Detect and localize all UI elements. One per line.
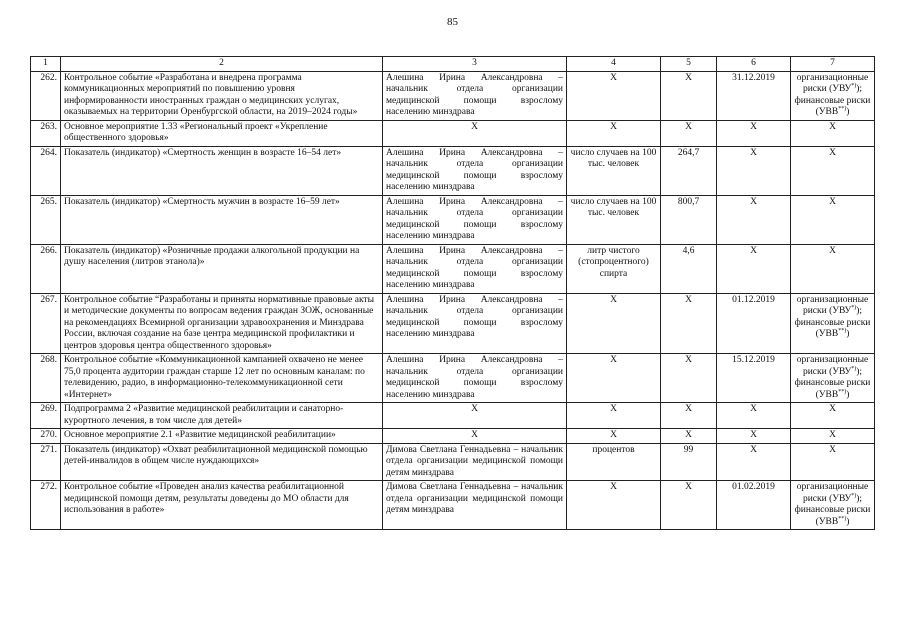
row-description: Показатель (индикатор) «Смертность женщин в возрасте 16–54 лет»	[61, 146, 383, 195]
row-description: Контрольное событие «Разработана и внедрена программа коммуникационных мероприятий по повышению уровня информированности иностранных граждан о медицинских услугах, оказываемых на территории Оренбургской области, на 2019–2024 годы»	[61, 71, 383, 120]
row-number: 270.	[31, 429, 61, 444]
risk-organizational: X	[829, 430, 836, 440]
risk-financial: финансовые риски (УВВ	[794, 95, 871, 117]
row-number: 269.	[31, 403, 61, 429]
row-unit: число случаев на 100 тыс. человек	[567, 146, 661, 195]
table-row	[31, 354, 875, 403]
row-risks: организационные риски (УВУ*)); финансовые риски (УВВ**))	[791, 71, 875, 120]
row-responsible: Димова Светлана Геннадьевна – начальник отдела организации медицинской помощи детям минздрава	[383, 443, 567, 481]
table-row	[31, 403, 875, 429]
row-number: 265.	[31, 195, 61, 244]
row-unit: X	[567, 71, 661, 120]
risk-organizational: X	[829, 121, 836, 132]
row-number: 272.	[31, 481, 61, 530]
row-responsible: Алешина Ирина Александровна – начальник отдела организации медицинской помощи взрослому населению минздрава	[383, 354, 567, 403]
row-date: 01.12.2019	[717, 293, 791, 354]
row-value: X	[661, 120, 717, 146]
table-row	[31, 244, 875, 293]
row-risks: организационные риски (УВУ*)); финансовые риски (УВВ**))	[791, 293, 875, 354]
risk-financial-sup: **)	[838, 515, 847, 522]
row-risks	[791, 443, 875, 481]
risk-financial: финансовые риски (УВВ	[794, 317, 871, 339]
column-header: 6	[717, 57, 791, 72]
row-value: 99	[661, 443, 717, 481]
row-unit: X	[567, 481, 661, 530]
row-date: X	[717, 146, 791, 195]
row-unit: X	[567, 354, 661, 403]
row-responsible: X	[383, 429, 567, 444]
row-date: 15.12.2019	[717, 354, 791, 403]
row-value: 800,7	[661, 195, 717, 244]
risk-organizational: X	[829, 444, 836, 455]
risk-organizational: X	[829, 404, 836, 414]
row-date: X	[717, 195, 791, 244]
risk-organizational-sup: *)	[851, 365, 857, 372]
row-responsible: Алешина Ирина Александровна – начальник отдела организации медицинской помощи взрослому населению минздрава	[383, 146, 567, 195]
row-date: X	[717, 443, 791, 481]
row-unit: X	[567, 293, 661, 354]
row-risks: организационные риски (УВУ*)); финансовые риски (УВВ**))	[791, 354, 875, 403]
row-number: 268.	[31, 354, 61, 403]
table-row	[31, 120, 875, 146]
risk-organizational-sup: *)	[851, 82, 857, 89]
row-value: 4,6	[661, 244, 717, 293]
row-date: 01.02.2019	[717, 481, 791, 530]
row-responsible: X	[383, 403, 567, 429]
row-number: 266.	[31, 244, 61, 293]
row-description: Показатель (индикатор) «Охват реабилитационной медицинской помощью детей-инвалидов в общем числе нуждающихся»	[61, 443, 383, 481]
table-row	[31, 481, 875, 530]
risk-organizational-sup: *)	[851, 492, 857, 499]
row-unit: X	[567, 120, 661, 146]
row-date: 31.12.2019	[717, 71, 791, 120]
row-value: X	[661, 354, 717, 403]
row-date: X	[717, 429, 791, 444]
row-value: X	[661, 429, 717, 444]
row-description: Показатель (индикатор) «Розничные продажи алкогольной продукции на душу населения (литров этанола)»	[61, 244, 383, 293]
column-header: 3	[383, 57, 567, 72]
risk-organizational: X	[829, 245, 836, 256]
row-number: 262.	[31, 71, 61, 120]
row-number: 263.	[31, 120, 61, 146]
risk-organizational: организационные риски (УВУ	[796, 355, 869, 377]
risk-organizational: организационные риски (УВУ	[796, 294, 869, 316]
risk-organizational: организационные риски (УВУ	[796, 72, 869, 94]
column-header: 5	[661, 57, 717, 72]
row-risks	[791, 120, 875, 146]
row-date: X	[717, 244, 791, 293]
row-risks	[791, 146, 875, 195]
row-responsible: Алешина Ирина Александровна – начальник отдела организации медицинской помощи взрослому населению минздрава	[383, 71, 567, 120]
row-responsible: Алешина Ирина Александровна – начальник отдела организации медицинской помощи взрослому населению минздрава	[383, 293, 567, 354]
page-number: 85	[447, 16, 458, 28]
risk-financial-sup: **)	[838, 388, 847, 395]
row-date: X	[717, 403, 791, 429]
row-risks	[791, 429, 875, 444]
table-row	[31, 293, 875, 354]
table-row	[31, 71, 875, 120]
risk-financial: финансовые риски (УВВ	[794, 378, 871, 400]
row-number: 267.	[31, 293, 61, 354]
column-header: 2	[61, 57, 383, 72]
column-header: 4	[567, 57, 661, 72]
row-description: Контрольное событие “Разработаны и приняты нормативные правовые акты и методические документы по вопросам ведения граждан ЗОЖ, основанные на рекомендациях Всемирной организации здравоохранения и Минздрава России, включая создание на базе центра медицинской профилактики и центров здоровья центра общественного здоровья»	[61, 293, 383, 354]
risk-financial-sup: **)	[838, 327, 847, 334]
column-header: 1	[31, 57, 61, 72]
risk-organizational: X	[829, 147, 836, 158]
row-unit: литр чистого (стопроцентного) спирта	[567, 244, 661, 293]
row-value: X	[661, 293, 717, 354]
row-description: Контрольное событие «Проведен анализ качества реабилитационной медицинской помощи детям, результаты доведены до МО области для использования в работе»	[61, 481, 383, 530]
row-risks	[791, 403, 875, 429]
row-responsible: Алешина Ирина Александровна – начальник отдела организации медицинской помощи взрослому населению минздрава	[383, 195, 567, 244]
risk-organizational: организационные риски (УВУ	[796, 482, 869, 504]
row-unit: X	[567, 403, 661, 429]
risk-organizational: X	[829, 196, 836, 207]
row-description: Контрольное событие «Коммуникационной кампанией охвачено не менее 75,0 процента аудитории граждан старше 12 лет по основным каналам: по телевидению, радио, в информационно-телекоммуникационной сети «Интернет»	[61, 354, 383, 403]
row-unit: число случаев на 100 тыс. человек	[567, 195, 661, 244]
table-row	[31, 429, 875, 444]
row-value: X	[661, 71, 717, 120]
row-number: 264.	[31, 146, 61, 195]
row-date: X	[717, 120, 791, 146]
column-number-row	[31, 57, 875, 72]
column-header: 7	[791, 57, 875, 72]
row-unit: процентов	[567, 443, 661, 481]
row-description: Основное мероприятие 1.33 «Региональный проект «Укрепление общественного здоровья»	[61, 120, 383, 146]
risk-organizational-sup: *)	[851, 304, 857, 311]
row-description: Основное мероприятие 2.1 «Развитие медицинской реабилитации»	[61, 429, 383, 444]
row-responsible: Димова Светлана Геннадьевна – начальник отдела организации медицинской помощи детям минздрава	[383, 481, 567, 530]
row-value: X	[661, 481, 717, 530]
risk-financial: финансовые риски (УВВ	[794, 505, 871, 527]
row-value: X	[661, 403, 717, 429]
row-number: 271.	[31, 443, 61, 481]
plan-table	[30, 56, 875, 530]
row-unit: X	[567, 429, 661, 444]
table-row	[31, 146, 875, 195]
table-row	[31, 195, 875, 244]
row-risks: организационные риски (УВУ*)); финансовые риски (УВВ**))	[791, 481, 875, 530]
row-responsible: X	[383, 120, 567, 146]
row-risks	[791, 195, 875, 244]
row-value: 264,7	[661, 146, 717, 195]
row-description: Показатель (индикатор) «Смертность мужчин в возрасте 16–59 лет»	[61, 195, 383, 244]
row-responsible: Алешина Ирина Александровна – начальник отдела организации медицинской помощи взрослому населению минздрава	[383, 244, 567, 293]
table-row	[31, 443, 875, 481]
row-description: Подпрограмма 2 «Развитие медицинской реабилитации и санаторно-курортного лечения, в том числе для детей»	[61, 403, 383, 429]
row-risks	[791, 244, 875, 293]
risk-financial-sup: **)	[838, 105, 847, 112]
